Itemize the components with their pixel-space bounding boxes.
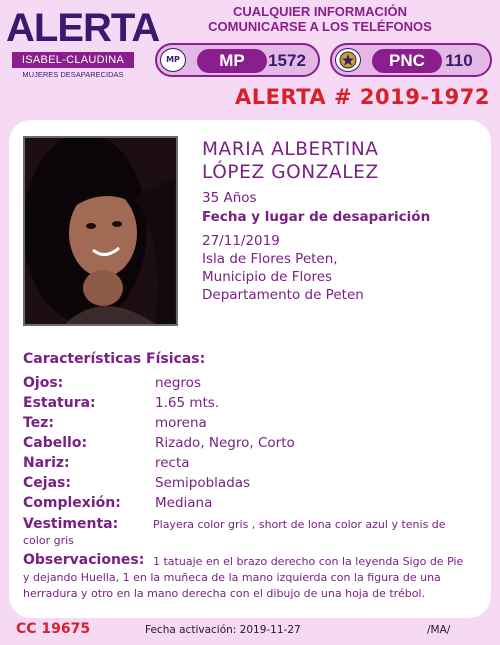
logo-subtitle: ISABEL-CLAUDINA bbox=[12, 52, 134, 68]
feature-label: Estatura: bbox=[23, 395, 96, 411]
feature-value: 1.65 mts. bbox=[155, 395, 220, 411]
clothing-label: Vestimenta: bbox=[23, 516, 119, 532]
feature-label: Cabello: bbox=[23, 435, 88, 451]
call-line-2: COMUNICARSE A LOS TELÉFONOS bbox=[208, 19, 432, 34]
person-age: 35 Años bbox=[202, 190, 257, 206]
feature-row-skin bbox=[23, 413, 483, 433]
mp-label: MP bbox=[197, 49, 267, 73]
mp-phone-pill bbox=[155, 43, 320, 77]
feature-value: Rizado, Negro, Corto bbox=[155, 435, 295, 451]
place-line-1: Isla de Flores Peten, bbox=[202, 251, 338, 267]
alerta-logo bbox=[6, 6, 160, 86]
feature-label: Complexión: bbox=[23, 495, 121, 511]
mp-phone-number: 1572 bbox=[268, 51, 306, 70]
activation-date: Fecha activación: 2019-11-27 bbox=[145, 624, 301, 636]
feature-value: negros bbox=[155, 375, 201, 391]
feature-value: morena bbox=[155, 415, 207, 431]
feature-label: Ojos: bbox=[23, 375, 64, 391]
mp-badge-icon: MP bbox=[160, 48, 186, 72]
feature-row-eyebrows bbox=[23, 473, 483, 493]
person-name bbox=[202, 138, 482, 184]
person-card bbox=[9, 120, 491, 618]
disappearance-date: 27/11/2019 bbox=[202, 233, 280, 249]
footer bbox=[0, 618, 500, 645]
features-heading: Características Físicas: bbox=[23, 351, 206, 367]
pnc-label: PNC bbox=[372, 49, 442, 73]
feature-row-height bbox=[23, 393, 483, 413]
feature-label: Cejas: bbox=[23, 475, 71, 491]
feature-row-nose bbox=[23, 453, 483, 473]
missing-person-photo bbox=[23, 136, 178, 326]
name-last: LÓPEZ GONZALEZ bbox=[202, 162, 379, 183]
call-line-1: CUALQUIER INFORMACIÓN bbox=[232, 4, 408, 19]
feature-value: recta bbox=[155, 455, 190, 471]
observations-label: Observaciones: bbox=[23, 552, 145, 568]
observations-value: 1 tatuaje en el brazo derecho con la leyenda Sigo de Pie y dejando Huella, 1 en la muñeca de la mano izquierda con la figura de una herradura y otro en la mano derecha con el dibujo de una hoja de trébol. bbox=[23, 555, 464, 600]
feature-value: Semipobladas bbox=[155, 475, 251, 491]
pnc-emblem-icon bbox=[335, 48, 361, 72]
name-first: MARIA ALBERTINA bbox=[202, 139, 379, 160]
date-place-heading: Fecha y lugar de desaparición bbox=[202, 209, 431, 225]
logo-title: ALERTA bbox=[6, 6, 160, 50]
feature-value: Mediana bbox=[155, 495, 213, 511]
case-code: CC 19675 bbox=[16, 621, 91, 637]
alert-number: ALERTA # 2019-1972 bbox=[235, 85, 490, 109]
logo-tagline: MUJERES DESAPARECIDAS bbox=[22, 70, 124, 79]
place-line-2: Municipio de Flores bbox=[202, 269, 333, 285]
feature-row-hair bbox=[23, 433, 483, 453]
feature-row-eyes bbox=[23, 373, 483, 393]
clothing-value: Playera color gris , short de lona color azul y tenis de color gris bbox=[23, 518, 446, 547]
place-line-3: Departamento de Peten bbox=[202, 287, 364, 303]
feature-row-build bbox=[23, 493, 483, 513]
pnc-phone-number: 110 bbox=[445, 51, 473, 70]
call-instructions bbox=[150, 4, 490, 34]
author-initials: /MA/ bbox=[427, 624, 451, 636]
pnc-phone-pill bbox=[330, 43, 492, 77]
disappearance-place bbox=[202, 250, 482, 304]
feature-label: Tez: bbox=[23, 415, 54, 431]
feature-label: Nariz: bbox=[23, 455, 70, 471]
